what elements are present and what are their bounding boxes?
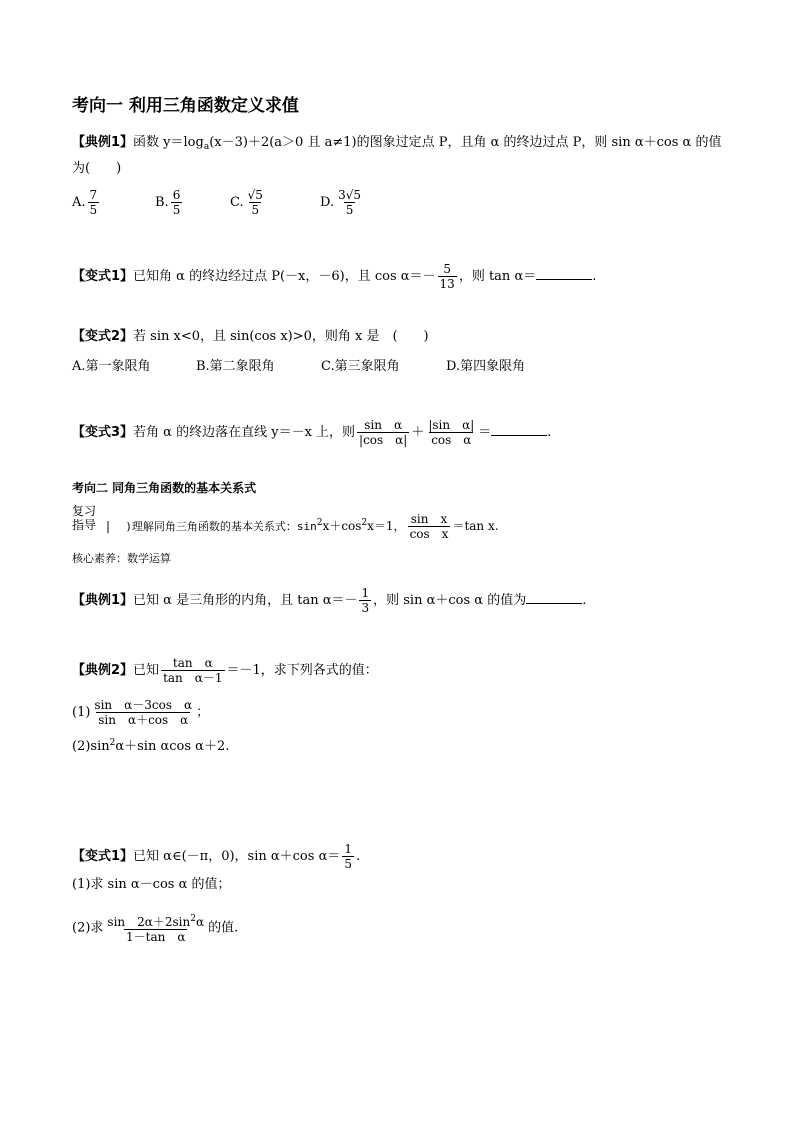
s1-variant2-option-b[interactable]: B.第二象限角 <box>196 359 275 374</box>
s1-variant3-text-a: 若角 α 的终边落在直线 y＝－x 上，则 <box>133 425 356 440</box>
fraction-denominator: 5 <box>89 203 98 217</box>
fraction-denominator: sin α＋cos α <box>98 713 189 727</box>
q2-text-b: α＋sin αcos α＋2. <box>115 739 230 754</box>
s1-variant2-option-a[interactable]: A.第一象限角 <box>72 359 151 374</box>
s2-example2-q1-fraction <box>92 698 194 727</box>
plus-sign: ＋ <box>411 425 425 440</box>
review-label-1: 复习 <box>72 504 97 518</box>
s2-example1-text-a: 已知 α 是三角形的内角，且 tan α＝－ <box>133 593 358 608</box>
fraction-numerator: 1 <box>361 586 370 600</box>
review-text <box>106 512 499 541</box>
fraction-numerator: √5 <box>247 188 263 202</box>
s1-example1-text-b: (x－3)＋2(a＞0 且 a≠1)的图象过定点 P，且角 α 的终边过点 P，则 sin α＋cos α 的值 <box>209 135 722 150</box>
fraction-numerator: sin α <box>364 418 403 432</box>
q2-text-a: (2)sin <box>72 739 110 754</box>
s2-variant1-fraction <box>342 842 354 871</box>
s1-example1-sub: a <box>203 142 210 152</box>
sup-2: 2 <box>190 914 196 924</box>
s1-variant2-option-c[interactable]: C.第三象限角 <box>321 359 400 374</box>
fraction-numerator: sin α－3cos α <box>94 698 193 712</box>
option-label: C. <box>230 195 244 210</box>
num-text-a: sin 2α＋2sin <box>107 915 191 929</box>
s2-variant1-q2 <box>72 912 238 944</box>
fraction-denominator: tan α－1 <box>163 671 223 685</box>
s2-variant1-q1: (1)求 sin α－cos α 的值； <box>72 877 231 892</box>
s2-example1-text-b: ，则 sin α＋cos α 的值为 <box>373 593 527 608</box>
fraction-numerator <box>105 912 206 929</box>
q1-label: (1) <box>72 705 91 720</box>
fraction-denominator: 1－tan α <box>126 930 186 944</box>
option-label: A. <box>72 195 86 210</box>
q2-text-a: (2)求 <box>72 920 104 936</box>
option-fraction <box>88 188 100 217</box>
fraction-denominator: cos x <box>409 527 449 541</box>
fraction-numerator: 1 <box>344 842 352 856</box>
s1-example1-line2: 为( ) <box>72 161 122 176</box>
s1-example1-line1 <box>72 134 721 156</box>
s1-variant1-fraction <box>438 262 457 291</box>
q2-end: 的值. <box>208 920 239 936</box>
s1-variant1-text-b: ，则 tan α＝ <box>458 269 537 284</box>
section1-title: 考向一 利用三角函数定义求值 <box>72 96 299 116</box>
section2-title: 考向二 同角三角函数的基本关系式 <box>72 481 257 495</box>
s1-variant3-fraction1 <box>357 418 409 447</box>
fraction-denominator: 5 <box>172 203 181 217</box>
s1-variant3 <box>72 418 551 447</box>
s1-example1-option-b[interactable] <box>155 188 184 217</box>
s1-variant3-end: . <box>547 425 552 440</box>
option-fraction <box>171 188 183 217</box>
review-text-b: x＋cos <box>322 519 362 533</box>
option-fraction <box>336 188 363 217</box>
fraction-denominator: |cos α| <box>359 433 408 447</box>
s2-example2-q1 <box>72 698 209 727</box>
s1-example1-text-a: 函数 y＝log <box>133 135 204 150</box>
option-label: B. <box>155 195 169 210</box>
s1-variant1 <box>72 262 596 291</box>
s1-example1-option-c[interactable] <box>230 188 267 217</box>
core-literacy: 核心素养：数学运算 <box>72 552 171 565</box>
num-text-b: α <box>195 915 205 929</box>
fraction-denominator: cos α <box>431 433 472 447</box>
s1-example1-option-a[interactable] <box>72 188 101 217</box>
fraction-numerator: 6 <box>172 188 181 202</box>
answer-blank[interactable] <box>526 591 582 604</box>
sup-2: 2 <box>361 518 368 528</box>
fraction-denominator: 5 <box>345 203 354 217</box>
review-fraction <box>408 512 451 541</box>
s2-example2-text-a: 已知 <box>133 663 160 678</box>
sup-2: 2 <box>316 518 323 528</box>
fraction-numerator: |sin α| <box>428 418 475 432</box>
fraction-denominator: 3 <box>361 601 370 615</box>
s2-example1 <box>72 586 586 615</box>
fraction-denominator: 5 <box>344 857 352 871</box>
answer-blank[interactable] <box>536 267 592 280</box>
review-label-2 <box>72 518 96 532</box>
s1-example1-option-d[interactable] <box>320 188 365 217</box>
review-bracket: | <box>106 519 111 533</box>
s2-example1-tag: 【典例1】 <box>72 593 134 608</box>
s2-variant1-tag: 【变式1】 <box>72 849 134 864</box>
s1-variant2-text: 若 sin x<0，且 sin(cos x)>0，则角 x 是 ( ) <box>133 329 429 344</box>
s1-variant2 <box>72 328 429 346</box>
s2-variant1 <box>72 842 360 871</box>
review-label-2-text: 指导 <box>72 518 97 532</box>
s1-variant1-tag: 【变式1】 <box>72 269 134 284</box>
s1-variant3-tag: 【变式3】 <box>72 425 134 440</box>
option-fraction <box>246 188 265 217</box>
s1-variant3-fraction2 <box>426 418 476 447</box>
s2-example2-tag: 【典例2】 <box>72 663 134 678</box>
s1-variant2-option-d[interactable]: D.第四象限角 <box>446 359 526 374</box>
fraction-numerator: tan α <box>172 656 213 670</box>
fraction-denominator: 13 <box>439 277 455 291</box>
s1-variant1-text-a: 已知角 α 的终边经过点 P(－x，－6)，且 cos α＝－ <box>133 269 436 284</box>
s1-example1-tag: 【典例1】 <box>72 135 134 150</box>
s2-example1-end: . <box>582 593 587 608</box>
s1-variant2-tag: 【变式2】 <box>72 329 134 344</box>
answer-blank[interactable] <box>491 423 547 436</box>
s2-example2-text-b: ＝－1，求下列各式的值： <box>226 663 378 678</box>
q1-end: ； <box>196 705 210 720</box>
s2-example2-fraction <box>161 656 224 685</box>
fraction-denominator: 5 <box>251 203 260 217</box>
review-text-a: )理解同角三角函数的基本关系式：sin <box>125 520 317 533</box>
option-label: D. <box>320 195 335 210</box>
s2-example1-fraction <box>359 586 371 615</box>
s2-example2 <box>72 656 378 685</box>
s2-variant1-text-a: 已知 α∈(－π，0)，sin α＋cos α＝ <box>133 849 341 864</box>
fraction-numerator: 3√5 <box>338 188 362 202</box>
review-text-c: x＝1， <box>367 519 406 533</box>
fraction-numerator: 7 <box>89 188 98 202</box>
fraction-numerator: 5 <box>443 262 451 276</box>
s2-variant1-q2-fraction <box>105 912 206 944</box>
sup-2: 2 <box>109 738 116 748</box>
s2-example2-q2 <box>72 734 229 756</box>
equals-sign: ＝ <box>478 425 492 440</box>
s2-variant1-end: . <box>355 849 361 864</box>
review-text-d: ＝tan x. <box>452 519 499 533</box>
s1-variant1-end: . <box>592 269 597 284</box>
fraction-numerator: sin x <box>410 512 448 526</box>
